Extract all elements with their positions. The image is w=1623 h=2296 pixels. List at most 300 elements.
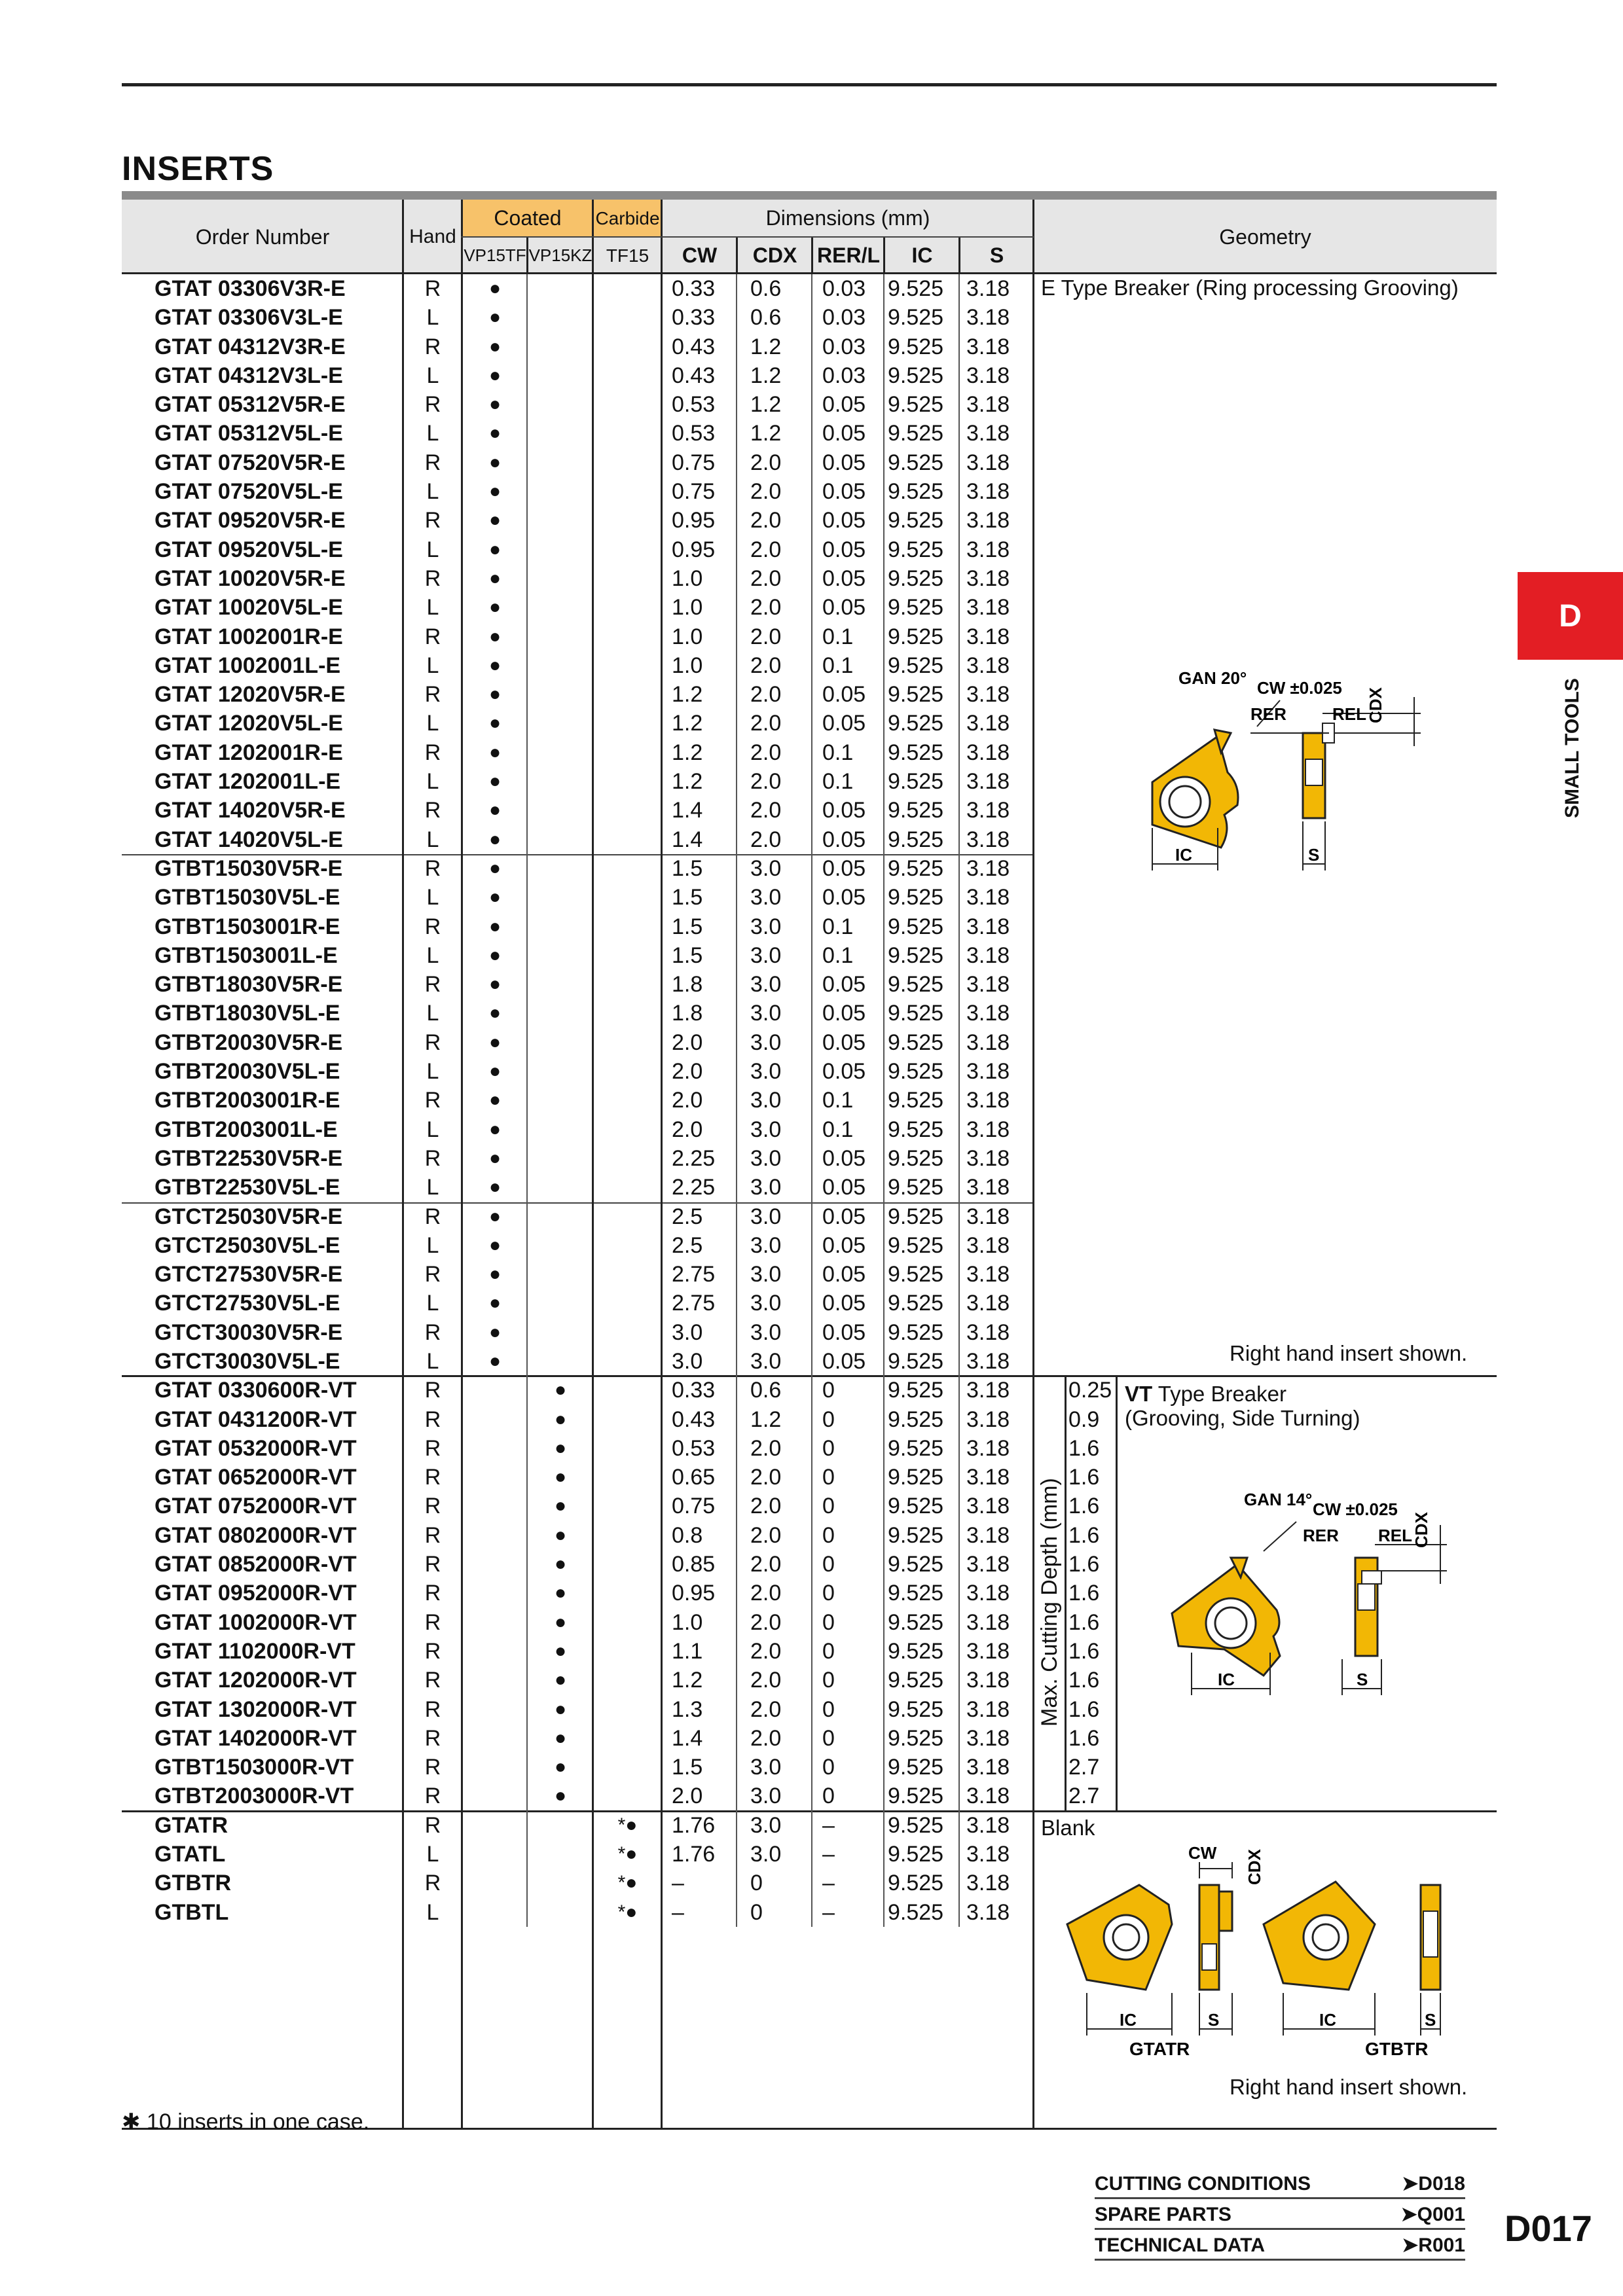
cell-cw: 1.76 bbox=[672, 1842, 716, 1867]
cell-cw: 1.5 bbox=[672, 885, 703, 910]
header-s: S bbox=[989, 243, 1004, 267]
cell-vp15tf: ● bbox=[488, 393, 501, 416]
cell-ic: 9.525 bbox=[888, 1899, 944, 1925]
cell-order: GTBT1503000R-VT bbox=[155, 1755, 354, 1780]
cell-depth: 2.7 bbox=[1068, 1784, 1100, 1809]
side-tab-label: SMALL TOOLS bbox=[1561, 678, 1583, 818]
cell-ic: 9.525 bbox=[888, 1291, 944, 1316]
cell-vp15tf: ● bbox=[488, 770, 501, 793]
cell-cdx: 3.0 bbox=[750, 1262, 782, 1287]
cell-cdx: 3.0 bbox=[750, 1145, 782, 1171]
cell-cw: 2.0 bbox=[672, 1117, 703, 1142]
header-ic: IC bbox=[911, 243, 933, 267]
cell-order: GTBTR bbox=[155, 1871, 232, 1896]
cell-order: GTBT22530V5L-E bbox=[155, 1175, 340, 1200]
cell-order: GTAT 14020V5L-E bbox=[155, 827, 343, 852]
cell-cdx: 2.0 bbox=[750, 1725, 782, 1751]
cell-cw: 1.0 bbox=[672, 1609, 703, 1635]
cell-rer: 0.05 bbox=[822, 1291, 866, 1316]
header-cdx: CDX bbox=[752, 243, 797, 267]
cell-s: 3.18 bbox=[966, 1204, 1010, 1229]
cell-hand: R bbox=[424, 1609, 441, 1635]
table-row bbox=[122, 1289, 1497, 1318]
cell-ic: 9.525 bbox=[888, 508, 944, 533]
cell-vp15tf: ● bbox=[488, 654, 501, 676]
cell-cdx: 0.6 bbox=[750, 305, 782, 331]
cell-ic: 9.525 bbox=[888, 1668, 944, 1693]
cell-order: GTBTL bbox=[155, 1899, 229, 1925]
header-geometry: Geometry bbox=[1219, 224, 1311, 249]
cell-depth: 1.6 bbox=[1068, 1435, 1100, 1461]
cell-hand: R bbox=[424, 1494, 441, 1519]
cell-vp15kz: ● bbox=[554, 1437, 567, 1459]
cell-rer: 0.05 bbox=[822, 885, 866, 910]
table-row bbox=[122, 1086, 1497, 1115]
cell-ic: 9.525 bbox=[888, 798, 944, 823]
cell-cw: 2.0 bbox=[672, 1088, 703, 1113]
cell-ic: 9.525 bbox=[888, 1552, 944, 1577]
cell-ic: 9.525 bbox=[888, 479, 944, 505]
cell-ic: 9.525 bbox=[888, 1001, 944, 1026]
cell-cdx: 2.0 bbox=[750, 769, 782, 795]
cell-cdx: 2.0 bbox=[750, 624, 782, 649]
cell-order: GTAT 1102000R-VT bbox=[155, 1638, 356, 1664]
cell-order: GTAT 04312V3L-E bbox=[155, 363, 343, 388]
blank-title: Blank bbox=[1041, 1816, 1095, 1840]
cell-cdx: 2.0 bbox=[750, 565, 782, 591]
cell-cw: 1.5 bbox=[672, 855, 703, 881]
e-gan20-label: GAN 20° bbox=[1178, 668, 1247, 688]
vt-ic-label: IC bbox=[1218, 1670, 1235, 1689]
cell-cw: 0.75 bbox=[672, 1494, 716, 1519]
cell-rer: 0.03 bbox=[822, 276, 866, 301]
cell-rer: 0.05 bbox=[822, 565, 866, 591]
cell-hand: R bbox=[424, 1638, 441, 1664]
cell-cdx: 3.0 bbox=[750, 1319, 782, 1345]
cell-hand: L bbox=[426, 1232, 439, 1258]
cell-hand: L bbox=[426, 827, 439, 852]
cell-hand: R bbox=[424, 855, 441, 881]
top-rule bbox=[122, 83, 1497, 86]
cell-rer: 0 bbox=[822, 1638, 835, 1664]
cell-cw: 1.4 bbox=[672, 1725, 703, 1751]
cell-cdx: 2.0 bbox=[750, 1581, 782, 1606]
cell-rer: 0.05 bbox=[822, 1059, 866, 1085]
cell-order: GTAT 14020V5R-E bbox=[155, 798, 346, 823]
gtbtr-s-label: S bbox=[1425, 2010, 1436, 2030]
cell-ic: 9.525 bbox=[888, 1059, 944, 1085]
ref-spare-parts[interactable] bbox=[1095, 2201, 1465, 2230]
table-row bbox=[122, 361, 1497, 390]
cell-cw: 2.0 bbox=[672, 1059, 703, 1085]
blank-right-hand-note: Right hand insert shown. bbox=[1230, 2075, 1468, 2099]
cell-rer: 0.1 bbox=[822, 740, 854, 765]
cell-ic: 9.525 bbox=[888, 1407, 944, 1432]
cell-cw: 1.2 bbox=[672, 711, 703, 736]
cell-hand: R bbox=[424, 1871, 441, 1896]
cell-s: 3.18 bbox=[966, 885, 1010, 910]
cell-s: 3.18 bbox=[966, 565, 1010, 591]
cell-order: GTBT1503001L-E bbox=[155, 942, 338, 968]
ref-technical-data-label: TECHNICAL DATA bbox=[1095, 2234, 1265, 2256]
cell-depth: 1.6 bbox=[1068, 1522, 1100, 1548]
cell-cw: 0.65 bbox=[672, 1465, 716, 1490]
vt-side-view bbox=[1355, 1558, 1381, 1656]
cell-cw: 0.43 bbox=[672, 334, 716, 359]
cell-rer: 0.05 bbox=[822, 972, 866, 997]
table-row bbox=[122, 419, 1497, 448]
e-insert-shape bbox=[1152, 730, 1238, 848]
cell-order: GTAT 0752000R-VT bbox=[155, 1494, 357, 1519]
cell-rer: 0.05 bbox=[822, 595, 866, 620]
cell-vp15tf: ● bbox=[488, 857, 501, 879]
gtbtr-insert-shape bbox=[1264, 1882, 1375, 1990]
cell-rer: 0 bbox=[822, 1581, 835, 1606]
cell-cw: 0.95 bbox=[672, 1581, 716, 1606]
cell-s: 3.18 bbox=[966, 942, 1010, 968]
cell-rer: 0.05 bbox=[822, 537, 866, 562]
cell-hand: R bbox=[424, 1552, 441, 1577]
cell-order: GTBT1503001R-E bbox=[155, 914, 340, 939]
cell-s: 3.18 bbox=[966, 1001, 1010, 1026]
table-row bbox=[122, 1173, 1497, 1202]
cell-ic: 9.525 bbox=[888, 1319, 944, 1345]
cell-ic: 9.525 bbox=[888, 1378, 944, 1403]
cell-cdx: 2.0 bbox=[750, 1552, 782, 1577]
cell-tf15: *● bbox=[617, 1872, 638, 1894]
cell-s: 3.18 bbox=[966, 1262, 1010, 1287]
header-dimensions: Dimensions (mm) bbox=[765, 206, 930, 230]
cell-order: GTBT18030V5L-E bbox=[155, 1001, 340, 1026]
cell-vp15tf: ● bbox=[488, 1350, 501, 1372]
cell-order: GTAT 1202001R-E bbox=[155, 740, 343, 765]
max-depth-label: Max. Cutting Depth (mm) bbox=[1037, 1478, 1062, 1727]
cell-cdx: 2.0 bbox=[750, 1638, 782, 1664]
cell-rer: 0 bbox=[822, 1522, 835, 1548]
cell-hand: R bbox=[424, 1465, 441, 1490]
cell-cdx: 0 bbox=[750, 1871, 763, 1896]
cell-hand: L bbox=[426, 537, 439, 562]
cell-cdx: 3.0 bbox=[750, 1117, 782, 1142]
cell-cdx: 2.0 bbox=[750, 1696, 782, 1722]
cell-s: 3.18 bbox=[966, 1871, 1010, 1896]
cell-order: GTAT 12020V5L-E bbox=[155, 711, 343, 736]
cell-cdx: 2.0 bbox=[750, 711, 782, 736]
cell-hand: L bbox=[426, 711, 439, 736]
cell-order: GTAT 09520V5L-E bbox=[155, 537, 343, 562]
cell-rer: 0 bbox=[822, 1378, 835, 1403]
cell-s: 3.18 bbox=[966, 972, 1010, 997]
cell-s: 3.18 bbox=[966, 508, 1010, 533]
cell-order: GTCT30030V5R-E bbox=[155, 1319, 343, 1345]
cell-cdx: 2.0 bbox=[750, 1465, 782, 1490]
cell-s: 3.18 bbox=[966, 740, 1010, 765]
cell-s: 3.18 bbox=[966, 421, 1010, 446]
cell-vp15kz: ● bbox=[554, 1611, 567, 1633]
cell-s: 3.18 bbox=[966, 1899, 1010, 1925]
cell-order: GTAT 10020V5R-E bbox=[155, 565, 346, 591]
cell-depth: 1.6 bbox=[1068, 1494, 1100, 1519]
gtatr-ic-label: IC bbox=[1120, 2010, 1137, 2030]
cell-ic: 9.525 bbox=[888, 1842, 944, 1867]
cell-cw: 1.2 bbox=[672, 1668, 703, 1693]
cell-vp15tf: ● bbox=[488, 451, 501, 473]
cell-s: 3.18 bbox=[966, 1755, 1010, 1780]
cell-ic: 9.525 bbox=[888, 740, 944, 765]
cell-ic: 9.525 bbox=[888, 1175, 944, 1200]
cell-hand: R bbox=[424, 450, 441, 475]
cell-cdx: 3.0 bbox=[750, 1812, 782, 1838]
cell-s: 3.18 bbox=[966, 305, 1010, 331]
header-vp15kz: VP15KZ bbox=[528, 245, 593, 265]
table-row bbox=[122, 564, 1497, 593]
cell-vp15tf: ● bbox=[488, 538, 501, 560]
cell-cw: 0.95 bbox=[672, 537, 716, 562]
cell-cw: 1.0 bbox=[672, 565, 703, 591]
cell-s: 3.18 bbox=[966, 479, 1010, 505]
cell-vp15kz: ● bbox=[554, 1698, 567, 1720]
cell-ic: 9.525 bbox=[888, 1145, 944, 1171]
cell-ic: 9.525 bbox=[888, 276, 944, 301]
cell-ic: 9.525 bbox=[888, 682, 944, 708]
cell-rer: 0.1 bbox=[822, 1088, 854, 1113]
cell-rer: 0 bbox=[822, 1407, 835, 1432]
cell-s: 3.18 bbox=[966, 1812, 1010, 1838]
e-s-label: S bbox=[1308, 845, 1320, 865]
cell-s: 3.18 bbox=[966, 1638, 1010, 1664]
cell-cdx: 2.0 bbox=[750, 798, 782, 823]
cell-s: 3.18 bbox=[966, 1435, 1010, 1461]
cell-cdx: 2.0 bbox=[750, 653, 782, 678]
section-title: INSERTS bbox=[122, 150, 274, 188]
cell-depth: 1.6 bbox=[1068, 1638, 1100, 1664]
cell-cdx: 3.0 bbox=[750, 1030, 782, 1055]
cell-cw: 1.2 bbox=[672, 769, 703, 795]
cell-rer: 0.03 bbox=[822, 305, 866, 331]
ref-cutting-conditions-target[interactable]: ➤D018 bbox=[1402, 2173, 1465, 2195]
cell-cw: 0.53 bbox=[672, 392, 716, 418]
ref-spare-parts-label: SPARE PARTS bbox=[1095, 2203, 1231, 2225]
table-row bbox=[122, 1782, 1497, 1810]
cell-depth: 2.7 bbox=[1068, 1755, 1100, 1780]
cell-hand: L bbox=[426, 479, 439, 505]
cell-vp15kz: ● bbox=[554, 1379, 567, 1401]
cell-vp15kz: ● bbox=[554, 1466, 567, 1488]
cell-cw: 1.5 bbox=[672, 1755, 703, 1780]
cell-hand: L bbox=[426, 1899, 439, 1925]
cell-rer: 0.05 bbox=[822, 1262, 866, 1287]
cell-vp15tf: ● bbox=[488, 799, 501, 821]
cell-hand: L bbox=[426, 1842, 439, 1867]
table-row bbox=[122, 883, 1497, 912]
cell-hand: R bbox=[424, 1435, 441, 1461]
cell-rer: 0.05 bbox=[822, 1001, 866, 1026]
cell-hand: R bbox=[424, 1407, 441, 1432]
cell-order: GTAT 1302000R-VT bbox=[155, 1696, 357, 1722]
cell-ic: 9.525 bbox=[888, 1117, 944, 1142]
cell-order: GTAT 1002000R-VT bbox=[155, 1609, 357, 1635]
cell-depth: 1.6 bbox=[1068, 1465, 1100, 1490]
table-row bbox=[122, 593, 1497, 622]
header-vp15tf: VP15TF bbox=[464, 245, 526, 265]
header-rerl: RER/L bbox=[817, 243, 880, 267]
cell-cw: 1.8 bbox=[672, 1001, 703, 1026]
cell-hand: L bbox=[426, 1001, 439, 1026]
cell-cdx: 2.0 bbox=[750, 508, 782, 533]
cell-vp15tf: ● bbox=[488, 741, 501, 763]
cell-order: GTBT20030V5R-E bbox=[155, 1030, 343, 1055]
cell-rer: 0.05 bbox=[822, 1319, 866, 1345]
table-row bbox=[122, 1753, 1497, 1782]
table-row bbox=[122, 1260, 1497, 1289]
cell-order: GTAT 03306V3L-E bbox=[155, 305, 343, 331]
cell-ic: 9.525 bbox=[888, 1725, 944, 1751]
cell-rer: 0.1 bbox=[822, 1117, 854, 1142]
table-row bbox=[122, 1724, 1497, 1753]
cell-rer: 0.03 bbox=[822, 334, 866, 359]
cell-rer: 0.05 bbox=[822, 421, 866, 446]
cell-depth: 1.6 bbox=[1068, 1581, 1100, 1606]
cell-vp15kz: ● bbox=[554, 1495, 567, 1517]
cell-cdx: 2.0 bbox=[750, 1494, 782, 1519]
gtatr-caption: GTATR bbox=[1129, 2039, 1190, 2059]
ref-cutting-conditions[interactable] bbox=[1095, 2170, 1465, 2199]
cell-s: 3.18 bbox=[966, 1725, 1010, 1751]
table-row bbox=[122, 1231, 1497, 1260]
cell-rer: 0.03 bbox=[822, 363, 866, 388]
cell-s: 3.18 bbox=[966, 711, 1010, 736]
cell-rer: 0 bbox=[822, 1725, 835, 1751]
table-row bbox=[122, 1115, 1497, 1144]
cell-order: GTBT20030V5L-E bbox=[155, 1059, 340, 1085]
cell-vp15tf: ● bbox=[488, 1147, 501, 1169]
cell-vp15tf: ● bbox=[488, 1002, 501, 1024]
cell-cw: 1.0 bbox=[672, 595, 703, 620]
gtbtr-side-view bbox=[1421, 1885, 1440, 1990]
cell-vp15kz: ● bbox=[554, 1524, 567, 1546]
cell-rer: – bbox=[822, 1842, 835, 1867]
vt-rel-label: REL bbox=[1378, 1526, 1412, 1545]
table-row bbox=[122, 1202, 1497, 1231]
cell-cdx: 3.0 bbox=[750, 1291, 782, 1316]
cell-rer: 0 bbox=[822, 1784, 835, 1809]
cell-cdx: 3.0 bbox=[750, 1059, 782, 1085]
cell-s: 3.18 bbox=[966, 855, 1010, 881]
cell-cw: 1.8 bbox=[672, 972, 703, 997]
ref-technical-data[interactable] bbox=[1095, 2232, 1465, 2261]
cell-vp15tf: ● bbox=[488, 886, 501, 908]
cell-hand: R bbox=[424, 1581, 441, 1606]
cell-cw: 1.1 bbox=[672, 1638, 703, 1664]
ref-spare-parts-target[interactable]: ➤Q001 bbox=[1400, 2204, 1465, 2225]
cell-cdx: 0 bbox=[750, 1899, 763, 1925]
cell-vp15tf: ● bbox=[488, 944, 501, 966]
cell-order: GTBT2003001L-E bbox=[155, 1117, 338, 1142]
cell-hand: R bbox=[424, 1696, 441, 1722]
cell-hand: L bbox=[426, 942, 439, 968]
cell-order: GTAT 0852000R-VT bbox=[155, 1552, 357, 1577]
cell-order: GTAT 09520V5R-E bbox=[155, 508, 346, 533]
cell-hand: L bbox=[426, 1291, 439, 1316]
cell-s: 3.18 bbox=[966, 1088, 1010, 1113]
cell-s: 3.18 bbox=[966, 1842, 1010, 1867]
cell-order: GTAT 07520V5L-E bbox=[155, 479, 343, 505]
table-row bbox=[122, 448, 1497, 477]
cell-hand: L bbox=[426, 305, 439, 331]
gtatr-insert-shape bbox=[1067, 1885, 1172, 1990]
cell-order: GTAT 0431200R-VT bbox=[155, 1407, 357, 1432]
ref-technical-data-target[interactable]: ➤R001 bbox=[1402, 2234, 1465, 2256]
vt-subtitle: (Grooving, Side Turning) bbox=[1125, 1406, 1360, 1430]
cell-vp15tf: ● bbox=[488, 509, 501, 531]
cell-hand: L bbox=[426, 769, 439, 795]
cell-ic: 9.525 bbox=[888, 1348, 944, 1374]
e-rel-label: REL bbox=[1332, 704, 1366, 724]
vt-rer-label: RER bbox=[1303, 1526, 1339, 1545]
cell-rer: 0.1 bbox=[822, 914, 854, 939]
cell-ic: 9.525 bbox=[888, 885, 944, 910]
cell-vp15tf: ● bbox=[488, 1321, 501, 1343]
table-row bbox=[122, 506, 1497, 535]
cell-hand: L bbox=[426, 653, 439, 678]
cell-rer: 0.05 bbox=[822, 450, 866, 475]
cell-vp15tf: ● bbox=[488, 915, 501, 937]
cell-rer: – bbox=[822, 1899, 835, 1925]
cell-s: 3.18 bbox=[966, 1175, 1010, 1200]
cell-order: GTAT 0952000R-VT bbox=[155, 1581, 357, 1606]
cell-depth: 0.25 bbox=[1068, 1378, 1112, 1403]
title-bar bbox=[122, 191, 1497, 200]
cell-cdx: 2.0 bbox=[750, 595, 782, 620]
cell-hand: R bbox=[424, 1319, 441, 1345]
cell-cdx: 2.0 bbox=[750, 1609, 782, 1635]
cell-rer: 0 bbox=[822, 1696, 835, 1722]
cell-s: 3.18 bbox=[966, 827, 1010, 852]
cell-order: GTAT 0532000R-VT bbox=[155, 1435, 357, 1461]
table-row bbox=[122, 1376, 1497, 1405]
table-row bbox=[122, 941, 1497, 970]
cell-cw: 0.75 bbox=[672, 479, 716, 505]
cell-cdx: 2.0 bbox=[750, 740, 782, 765]
cell-cw: 0.33 bbox=[672, 305, 716, 331]
cell-hand: R bbox=[424, 1145, 441, 1171]
cell-cdx: 1.2 bbox=[750, 421, 782, 446]
cell-rer: 0.05 bbox=[822, 479, 866, 505]
cell-order: GTAT 12020V5R-E bbox=[155, 682, 346, 708]
cell-rer: 0.1 bbox=[822, 653, 854, 678]
header-coated: Coated bbox=[462, 200, 593, 237]
cell-s: 3.18 bbox=[966, 450, 1010, 475]
cell-hand: R bbox=[424, 740, 441, 765]
cell-hand: R bbox=[424, 1378, 441, 1403]
cell-vp15tf: ● bbox=[488, 973, 501, 996]
side-tab-d[interactable]: D bbox=[1518, 572, 1623, 660]
cell-vp15kz: ● bbox=[554, 1553, 567, 1575]
cell-hand: L bbox=[426, 1117, 439, 1142]
cell-vp15tf: ● bbox=[488, 828, 501, 850]
cell-ic: 9.525 bbox=[888, 1812, 944, 1838]
cell-hand: R bbox=[424, 1522, 441, 1548]
vt-title bbox=[1125, 1382, 1286, 1407]
cell-cw: 1.5 bbox=[672, 942, 703, 968]
cell-cw: 0.95 bbox=[672, 508, 716, 533]
cell-order: GTAT 03306V3R-E bbox=[155, 276, 346, 301]
table-row bbox=[122, 390, 1497, 419]
cell-hand: R bbox=[424, 624, 441, 649]
cell-cw: 1.3 bbox=[672, 1696, 703, 1722]
cell-vp15tf: ● bbox=[488, 596, 501, 619]
vt-insert-drawing bbox=[1165, 1486, 1467, 1708]
